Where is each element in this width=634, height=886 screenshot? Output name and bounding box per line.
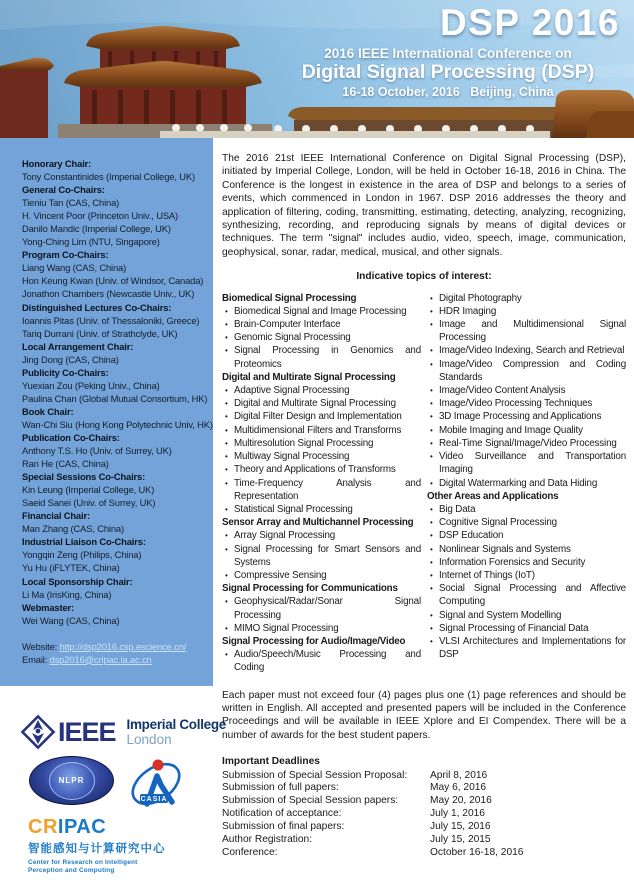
- topic-item: • HDR Imaging: [427, 305, 626, 318]
- topic-section-heading: Biomedical Signal Processing: [222, 292, 357, 304]
- topic-item: • Signal and System Modelling: [427, 609, 626, 622]
- topic-item: • Brain-Computer Interface: [222, 318, 421, 331]
- cripac-english-line2: Perception and Computing: [28, 866, 115, 874]
- cripac-chinese-text: 智能感知与计算研究中心: [28, 843, 166, 855]
- topic-item: • VLSI Architectures and Implementations for DSP: [427, 635, 626, 661]
- committee-member: Yu Hu (iFLYTEK, China): [22, 562, 120, 574]
- deadline-date: May 20, 2016: [430, 795, 492, 807]
- topic-item: • Signal Processing in Genomics and Proteomics: [222, 344, 421, 370]
- deadline-date: July 15, 2015: [430, 834, 491, 846]
- committee-member: Liang Wang (CAS, China): [22, 262, 127, 274]
- topic-item: • Mobile Imaging and Image Quality: [427, 424, 626, 437]
- topic-item: • Digital Watermarking and Data Hiding: [427, 477, 626, 490]
- paper-info-paragraph: Each paper must not exceed four (4) pages plus one (1) page references and should be written in English. All accepted and presented papers will be included in the Conference Proceedings and will be available in IEEE Xplore and EI Compendex. There will be a number of awards for the best student papers.: [222, 689, 626, 741]
- topic-list: [427, 292, 626, 490]
- deadline-label: Notification of acceptance:: [222, 808, 342, 820]
- topic-item: • Image/Video Compression and Coding Standards: [427, 358, 626, 384]
- committee-role: Distinguished Lectures Co-Chairs:: [22, 301, 172, 313]
- committee-role: Program Co-Chairs:: [22, 249, 109, 261]
- committee-member: Li Ma (IrisKing, China): [22, 588, 112, 600]
- topic-item: • Digital Filter Design and Implementation: [222, 410, 421, 423]
- topics-heading: Indicative topics of interest:: [356, 271, 492, 283]
- topic-list: [222, 529, 421, 582]
- topic-section-heading: Signal Processing for Audio/Image/Video: [222, 635, 406, 647]
- email-link[interactable]: dsp2016@cripac.ia.ac.cn: [49, 653, 152, 665]
- topic-item: • Video Surveillance and Transportation Imaging: [427, 450, 626, 476]
- topic-item: • Multiway Signal Processing: [222, 450, 421, 463]
- cripac-logo: [28, 817, 166, 875]
- committee-member: Wan-Chi Siu (Hong Kong Polytechnic Univ, HK): [22, 418, 213, 430]
- deadline-label: Submission of final papers:: [222, 821, 345, 833]
- cripac-wordmark: [28, 817, 166, 837]
- deadline-date: October 16-18, 2016: [430, 847, 524, 859]
- committee-member: H. Vincent Poor (Princeton Univ., USA): [22, 210, 178, 222]
- topics-columns: [222, 292, 626, 675]
- header-photo: [0, 0, 634, 138]
- committee-role: Industrial Liaison Co-Chairs:: [22, 536, 146, 548]
- deadlines-section: [222, 755, 626, 860]
- main-content: [222, 152, 626, 860]
- committee-member: Wei Wang (CAS, China): [22, 614, 120, 626]
- topic-item: • Digital Photography: [427, 292, 626, 305]
- deadline-label: Author Registration:: [222, 834, 313, 846]
- topic-list: [222, 305, 421, 371]
- committee-role: General Co-Chairs:: [22, 184, 105, 196]
- topic-item: • Image/Video Content Analysis: [427, 384, 626, 397]
- committee-member: Tariq Durrani (Univ. of Strathclyde, UK): [22, 327, 178, 339]
- committee-member: Hon Keung Kwan (Univ. of Windsor, Canada): [22, 275, 204, 287]
- deadline-row: [222, 808, 626, 821]
- imperial-london-text: London: [126, 732, 172, 747]
- contact-block: [22, 640, 207, 666]
- cripac-english-line1: Center for Research on Intelligent: [28, 859, 138, 866]
- intro-paragraph: The 2016 21st IEEE International Conference on Digital Signal Processing (DSP), initiated by Imperial College, London, will be held in October 16-18, 2016 in China. The Conference is the longest in existence in the area of DSP and belongs to a series of events, which commenced in London in 1967. DSP 2016 addresses the theory and application of filtering, coding, transmitting, estimating, detecting, analyzing, recognizing, synthesizing, recording, and reproducing signals by means of digital devices or techniques. The term "signal" includes audio, video, speech, image, communication, geophysical, sonar, radar, medical, musical, and other signals.: [222, 153, 626, 258]
- conference-dates-location: 16-18 October, 2016 Beijing, China: [342, 85, 554, 99]
- topic-list: [222, 648, 421, 674]
- topic-list: [222, 384, 421, 516]
- svg-text:CASIA: CASIA: [140, 796, 168, 803]
- committee-role: Financial Chair:: [22, 510, 90, 522]
- deadline-row: [222, 821, 626, 834]
- topic-item: • Image/Video Indexing, Search and Retrieval: [427, 344, 626, 357]
- conference-name: Digital Signal Processing (DSP): [301, 61, 595, 83]
- cripac-ipac-text: IPAC: [57, 816, 107, 838]
- cripac-english-text: [28, 859, 166, 875]
- topic-list: [427, 503, 626, 661]
- topic-item: • DSP Education: [427, 529, 626, 542]
- deadline-date: July 15, 2016: [430, 821, 491, 833]
- casia-icon: [127, 754, 185, 812]
- topic-item: • Internet of Things (IoT): [427, 569, 626, 582]
- committee-sidebar: [0, 138, 213, 686]
- deadline-row: [222, 847, 626, 860]
- committee-member: Yuexian Zou (Peking Univ., China): [22, 379, 160, 391]
- nlpr-logo: [29, 756, 114, 805]
- topic-item: • Genomic Signal Processing: [222, 331, 421, 344]
- topic-item: • Statistical Signal Processing: [222, 503, 421, 516]
- topic-item: • MIMO Signal Processing: [222, 622, 421, 635]
- deadline-label: Conference:: [222, 847, 278, 859]
- committee-role: Local Arrangement Chair:: [22, 340, 134, 352]
- topic-item: • Adaptive Signal Processing: [222, 384, 421, 397]
- topic-section-heading: Digital and Multirate Signal Processing: [222, 371, 396, 383]
- committee-member: Jonathon Chambers (Newcastle Univ., UK): [22, 288, 195, 300]
- committee-member: Danilo Mandic (Imperial College, UK): [22, 223, 171, 235]
- topic-item: • Signal Processing of Financial Data: [427, 622, 626, 635]
- imperial-college-logo: [127, 717, 226, 747]
- website-line: [22, 640, 207, 653]
- deadline-date: April 8, 2016: [430, 769, 488, 781]
- topic-item: • Real-Time Signal/Image/Video Processing: [427, 437, 626, 450]
- conference-subtitle: 2016 IEEE International Conference on: [324, 46, 572, 61]
- topic-item: • Social Signal Processing and Affective Computing: [427, 582, 626, 608]
- topic-item: • Theory and Applications of Transforms: [222, 463, 421, 476]
- topic-section-heading: Sensor Array and Multichannel Processing: [222, 517, 414, 529]
- topic-item: • Multiresolution Signal Processing: [222, 437, 421, 450]
- topic-item: • Compressive Sensing: [222, 569, 421, 582]
- sponsor-logos-row: [20, 714, 226, 750]
- deadlines-heading: Important Deadlines: [222, 756, 320, 768]
- topics-right-col: [427, 292, 626, 675]
- ieee-logo: IEEE: [58, 716, 116, 747]
- website-label: Website:: [22, 640, 58, 652]
- deadlines-table: [222, 770, 626, 860]
- deadline-row: [222, 795, 626, 808]
- committee-member: Tony Constantinides (Imperial College, UK): [22, 171, 195, 183]
- deadline-label: Submission of Special Session papers:: [222, 795, 399, 807]
- topic-item: • Biomedical Signal and Image Processing: [222, 305, 421, 318]
- topic-item: • Array Signal Processing: [222, 529, 421, 542]
- topics-left-col: [222, 292, 421, 675]
- committee-member: Paulina Chan (Global Mutual Consortium, HK): [22, 392, 208, 404]
- committee-member: Tieniu Tan (CAS, China): [22, 197, 120, 209]
- committee-member: Anthony T.S. Ho (Univ. of Surrey, UK): [22, 445, 172, 457]
- ieee-diamond-icon: [20, 714, 56, 750]
- committee-member: Ioannis Pitas (Univ. of Thessaloniki, Greece): [22, 314, 200, 326]
- topic-item: • Signal Processing for Smart Sensors and Systems: [222, 543, 421, 569]
- casia-logo: [127, 754, 185, 817]
- deadline-label: Submission of full papers:: [222, 782, 339, 794]
- topic-item: • Nonlinear Signals and Systems: [427, 543, 626, 556]
- email-line: [22, 653, 207, 666]
- nlpr-globe-icon: [49, 762, 95, 800]
- topic-item: • Time-Frequency Analysis and Representation: [222, 477, 421, 503]
- topic-section-heading: Other Areas and Applications: [427, 490, 559, 502]
- conference-logo-title: DSP 2016: [440, 2, 620, 43]
- cripac-cr-text: CR: [28, 816, 58, 838]
- committee-member: Saeid Sanei (Univ. of Surrey, UK): [22, 497, 156, 509]
- imperial-college-text: Imperial College: [126, 717, 227, 732]
- committee-member: Yong-Ching Lim (NTU, Singapore): [22, 236, 160, 248]
- committee-role: Publication Co-Chairs:: [22, 431, 120, 443]
- topic-item: • Image and Multidimensional Signal Processing: [427, 318, 626, 344]
- nlpr-label: NLPR: [58, 776, 85, 785]
- deadline-date: July 1, 2016: [430, 808, 485, 820]
- committee-member: Ran He (CAS, China): [22, 458, 109, 470]
- committee-role: Honorary Chair:: [22, 158, 92, 169]
- deadline-date: May 6, 2016: [430, 782, 487, 794]
- committee-member: Kin Leung (Imperial College, UK): [22, 484, 155, 496]
- committee-role: Book Chair:: [22, 405, 74, 417]
- topic-item: • Image/Video Processing Techniques: [427, 397, 626, 410]
- deadline-row: [222, 834, 626, 847]
- topic-item: • 3D Image Processing and Applications: [427, 410, 626, 423]
- topic-item: • Cognitive Signal Processing: [427, 516, 626, 529]
- email-label: Email:: [22, 653, 48, 665]
- topic-item: • Digital and Multirate Signal Processing: [222, 397, 421, 410]
- committee-role: Special Sessions Co-Chairs:: [22, 471, 146, 483]
- deadline-label: Submission of Special Session Proposal:: [222, 769, 408, 781]
- topic-item: • Big Data: [427, 503, 626, 516]
- deadline-row: [222, 782, 626, 795]
- committee-member: Yongqin Zeng (Philips, China): [22, 549, 142, 561]
- deadline-row: [222, 770, 626, 783]
- committee-list: [22, 157, 213, 627]
- committee-role: Webmaster:: [22, 601, 74, 613]
- committee-member: Man Zhang (CAS, China): [22, 523, 124, 535]
- website-link[interactable]: http://dsp2016.csp.escience.cn/: [59, 640, 187, 652]
- topic-item: • Audio/Speech/Music Processing and Coding: [222, 648, 421, 674]
- topic-item: • Multidimensional Filters and Transforms: [222, 424, 421, 437]
- topic-item: • Geophysical/Radar/Sonar Signal Processing: [222, 595, 421, 621]
- topic-item: • Information Forensics and Security: [427, 556, 626, 569]
- committee-member: Jing Dong (CAS, China): [22, 353, 119, 365]
- topic-list: [222, 595, 421, 635]
- committee-role: Publicity Co-Chairs:: [22, 366, 109, 378]
- committee-role: Local Sponsorship Chair:: [22, 575, 133, 587]
- topic-section-heading: Signal Processing for Communications: [222, 583, 398, 595]
